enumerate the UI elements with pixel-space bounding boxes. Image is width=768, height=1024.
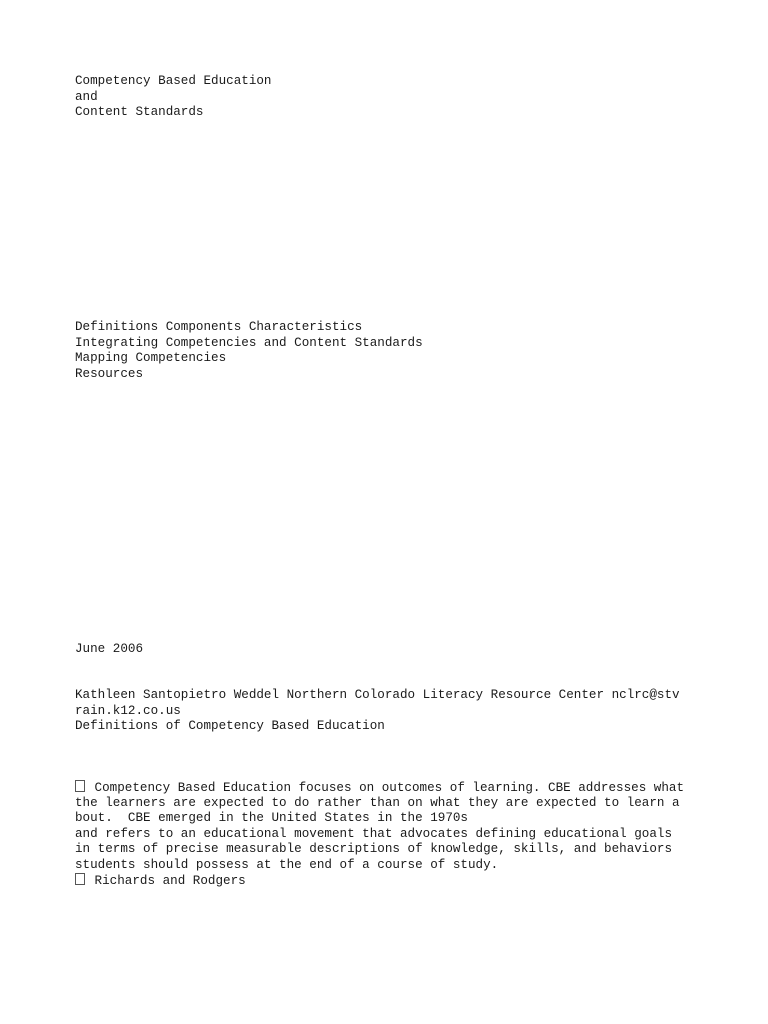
toc-item-integrating: Integrating Competencies and Content Standards (75, 335, 423, 350)
document-date: June 2006 (75, 642, 144, 656)
definition-line-2: the learners are expected to do rather than on what they are expected to learn a (75, 795, 680, 810)
section-heading: Definitions of Competency Based Education (75, 719, 385, 733)
citation-text: Richards and Rodgers (87, 874, 246, 888)
definition-line-5: in terms of precise measurable descriptions of knowledge, skills, and behaviors (75, 842, 673, 856)
table-of-contents (75, 320, 715, 382)
missing-glyph-box-icon (75, 873, 85, 885)
toc-item-definitions: Definitions Components Characteristics (75, 320, 363, 334)
definition-line-3: bout. CBE emerged in the United States in the 1970s (75, 811, 468, 825)
author-block (75, 688, 735, 735)
date-block (75, 642, 715, 658)
title-line-3: Content Standards (75, 105, 204, 119)
definition-line-6: students should possess at the end of a course of study. (75, 857, 499, 872)
citation-line (75, 873, 735, 889)
definition-line-1 (75, 780, 735, 796)
toc-item-resources: Resources (75, 366, 144, 381)
author-line-1: Kathleen Santopietro Weddel Northern Colorado Literacy Resource Center nclrc@stv (75, 688, 680, 702)
title-line-2: and (75, 89, 98, 104)
title-line-1: Competency Based Education (75, 74, 272, 88)
title-block (75, 74, 715, 121)
definition-line-4: and refers to an educational movement that advocates defining educational goals (75, 826, 673, 841)
definition-block (75, 780, 735, 889)
missing-glyph-box-icon (75, 780, 85, 792)
toc-item-mapping: Mapping Competencies (75, 351, 227, 365)
definition-text-1: Competency Based Education focuses on outcomes of learning. CBE addresses what (87, 781, 685, 795)
author-line-2: rain.k12.co.us (75, 703, 181, 718)
